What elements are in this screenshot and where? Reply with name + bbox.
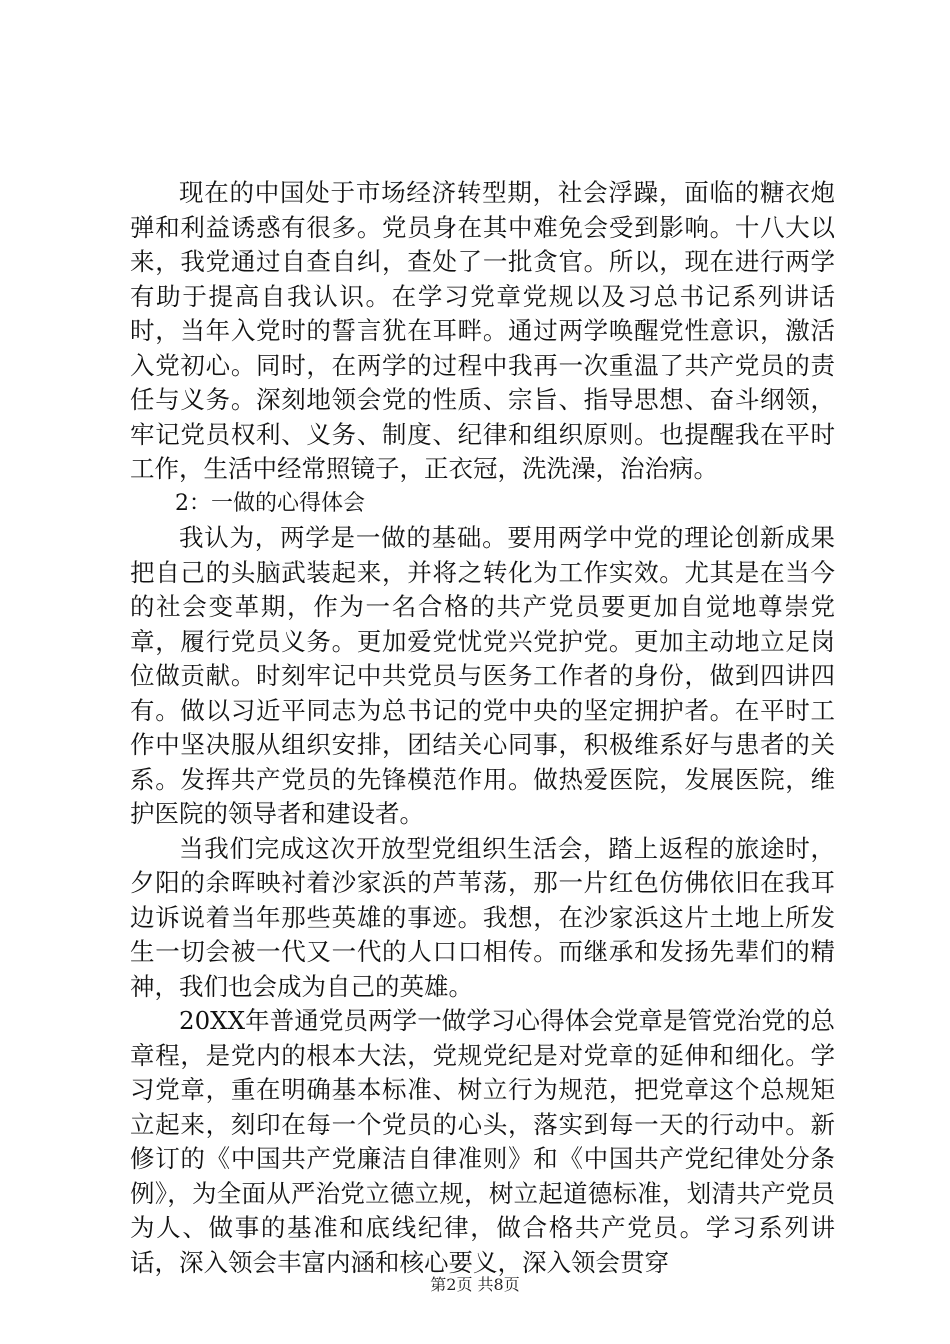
paragraph-2: 我认为，两学是一做的基础。要用两学中党的理论创新成果把自己的头脑武装起来，并将之转化为工作实效。尤其是在当今的社会变革期，作为一名合格的共产党员要更加自觉地尊崇党章，履行党员义务。更加爱党忧党兴党护党。更加主动地立足岗位做贡献。时刻牢记中共党员与医务工作者的身份，做到四讲四有。做以习近平同志为总书记的党中央的坚定拥护者。在平时工作中坚决服从组织安排，团结关心同事，积极维系好与患者的关系。发挥共产党员的先锋模范作用。做热爱医院，发展医院，维护医院的领导者和建设者。 xyxy=(130,523,835,828)
paragraph-3: 当我们完成这次开放型党组织生活会，踏上返程的旅途时，夕阳的余晖映衬着沙家浜的芦苇荡，那一片红色仿佛依旧在我耳边诉说着当年那些英雄的事迹。我想，在沙家浜这片土地上所发生一切会被一代又一代的人口口相传。而继承和发扬先辈们的精神，我们也会成为自己的英雄。 xyxy=(130,833,835,1001)
paragraph-4: 20XX年普通党员两学一做学习心得体会党章是管党治党的总章程，是党内的根本大法，党规党纪是对党章的延伸和细化。学习党章，重在明确基本标准、树立行为规范，把党章这个总规矩立起来，刻印在每一个党员的心头，落实到每一天的行动中。新修订的《中国共产党廉洁自律准则》和《中国共产党纪律处分条例》，为全面从严治党立德立规，树立起道德标准，划清共产党员为人、做事的基准和底线纪律，做合格共产党员。学习系列讲话，深入领会丰富内涵和核心要义，深入领会贯穿 xyxy=(130,1006,835,1277)
document-body xyxy=(130,176,835,1280)
page-footer: 第2页 共8页 xyxy=(430,1275,520,1294)
paragraph-1: 现在的中国处于市场经济转型期，社会浮躁，面临的糖衣炮弹和利益诱惑有很多。党员身在其中难免会受到影响。十八大以来，我党通过自查自纠，查处了一批贪官。所以，现在进行两学有助于提高自我认识。在学习党章党规以及习总书记系列讲话时，当年入党时的誓言犹在耳畔。通过两学唤醒党性意识，激活入党初心。同时，在两学的过程中我再一次重温了共产党员的责任与义务。深刻地领会党的性质、宗旨、指导思想、奋斗纲领，牢记党员权利、义务、制度、纪律和组织原则。也提醒我在平时工作，生活中经常照镜子，正衣冠，洗洗澡，治治病。 xyxy=(130,178,835,483)
section-heading: 2：一做的心得体会 xyxy=(175,490,365,516)
